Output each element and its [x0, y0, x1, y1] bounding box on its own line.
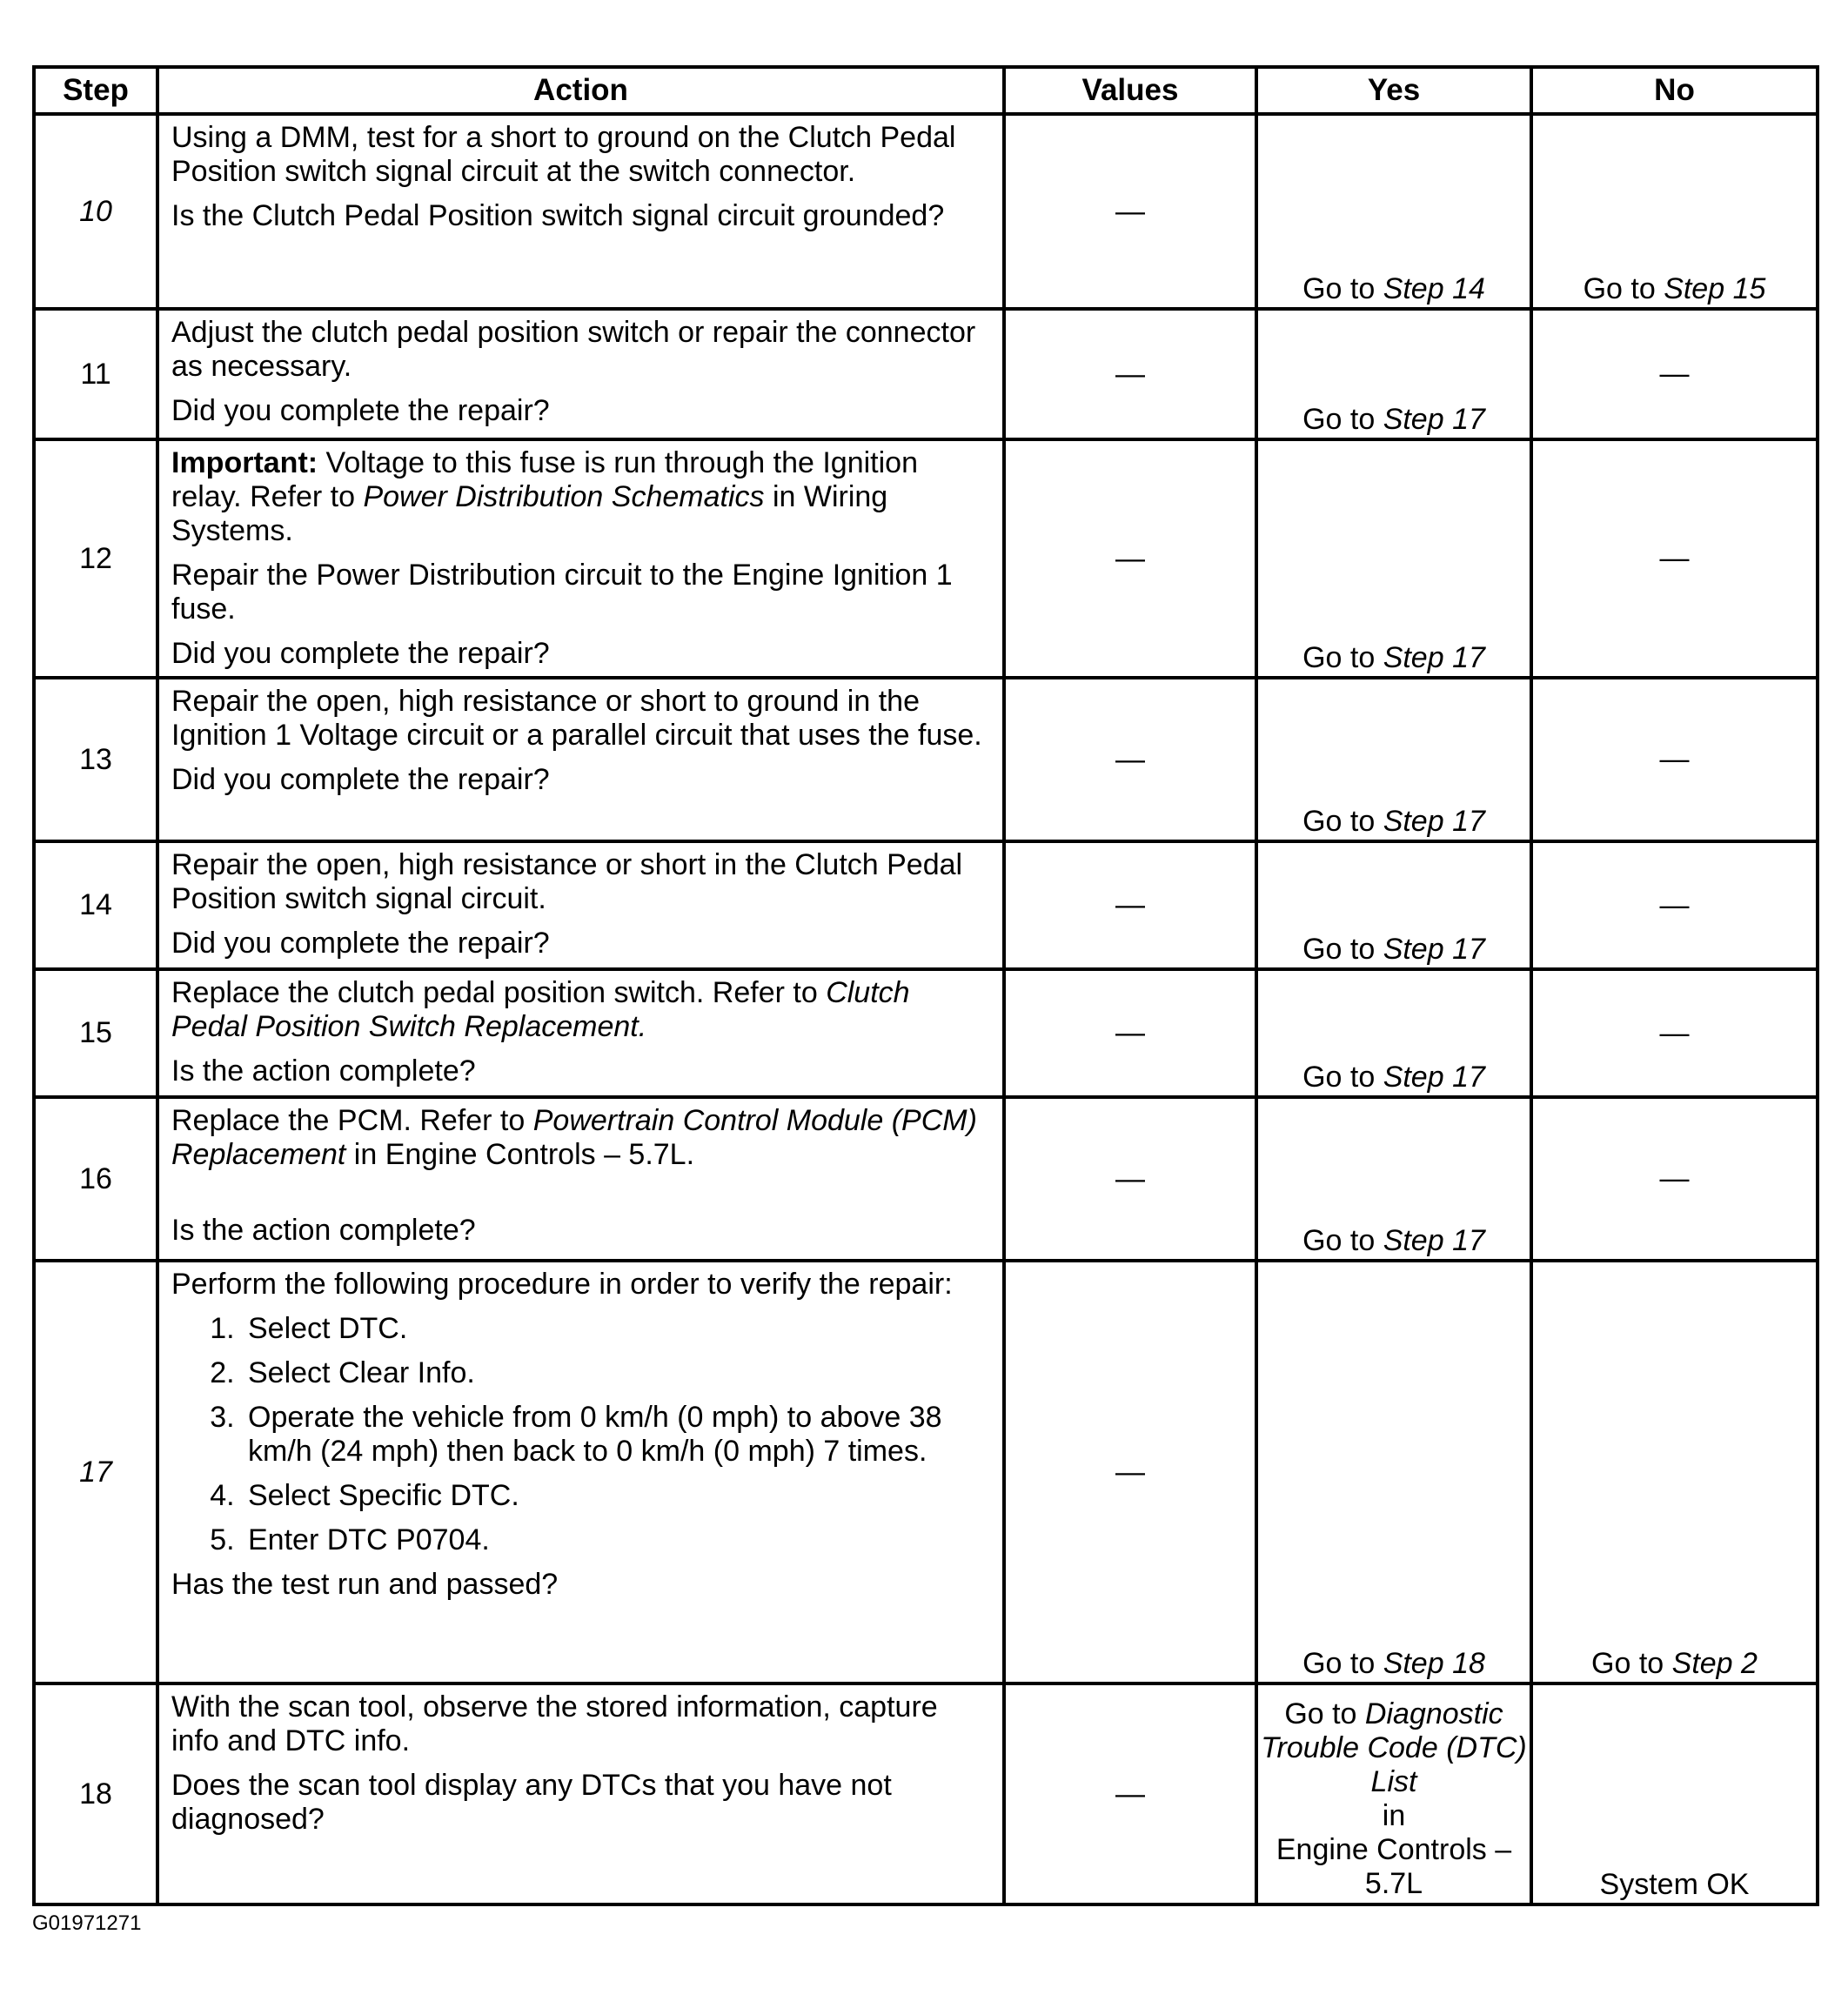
goto-prefix: Go to [1302, 933, 1383, 966]
table-row [34, 678, 1818, 841]
yes-cell [1256, 1683, 1531, 1904]
figure-id: G01971271 [32, 1911, 142, 1935]
step-number: 16 [34, 1097, 157, 1261]
reference-link[interactable]: Powertrain Control Module (PCM) Replacement [171, 1104, 977, 1171]
values-cell [1004, 439, 1256, 678]
action-cell [157, 969, 1004, 1097]
step-link[interactable]: Step 2 [1671, 1647, 1758, 1680]
step-number: 12 [34, 439, 157, 678]
values-cell [1004, 114, 1256, 309]
goto-prefix: Go to [1302, 641, 1383, 674]
action-question: Does the scan tool display any DTCs that you have not diagnosed? [171, 1769, 892, 1836]
action-instruction [171, 1104, 990, 1172]
goto-prefix: Go to [1302, 805, 1383, 838]
action-question: Did you complete the repair? [171, 763, 550, 796]
dash: — [1115, 1161, 1145, 1195]
action-instruction: With the scan tool, observe the stored information, capture info and DTC info. [171, 1690, 938, 1757]
action-cell [157, 439, 1004, 678]
yes-goto[interactable] [1258, 933, 1530, 966]
yes-goto[interactable] [1258, 641, 1530, 674]
no-cell [1531, 1261, 1818, 1683]
action-cell [157, 309, 1004, 439]
instruction-text: in Engine Controls – 5.7L. [345, 1138, 695, 1171]
step-number: 15 [34, 969, 157, 1097]
action-cell [157, 1097, 1004, 1261]
dash: — [1115, 541, 1145, 575]
dash: — [1115, 888, 1145, 921]
step-number: 18 [34, 1683, 157, 1904]
list-item: 3. Operate the vehicle from 0 km/h (0 mph) to above 38 km/h (24 mph) then back to 0 km/h (0 mph) 7 times. [243, 1401, 990, 1469]
instruction-text: Replace the clutch pedal position switch. Refer to [171, 976, 827, 1009]
yes-cell [1256, 841, 1531, 969]
dash: — [1659, 357, 1690, 391]
no-cell [1531, 678, 1818, 841]
action-instruction: Repair the open, high resistance or short in the Clutch Pedal Position switch signal circuit. [171, 848, 963, 915]
no-goto[interactable] [1533, 1647, 1816, 1680]
no-cell [1531, 439, 1818, 678]
table-row [34, 114, 1818, 309]
header-yes: Yes [1256, 67, 1531, 114]
no-cell [1531, 969, 1818, 1097]
list-item: 4. Select Specific DTC. [243, 1479, 990, 1513]
yes-goto[interactable] [1258, 1647, 1530, 1680]
yes-goto[interactable] [1258, 805, 1530, 838]
goto-prefix: Go to [1583, 272, 1664, 305]
yes-cell [1256, 1097, 1531, 1261]
goto-prefix: Go to [1302, 1647, 1383, 1680]
instruction-text: Replace the PCM. Refer to [171, 1104, 533, 1137]
step-link[interactable]: Step 17 [1383, 1224, 1485, 1257]
action-question: Is the action complete? [171, 1214, 476, 1247]
dash: — [1659, 1161, 1690, 1195]
no-cell [1531, 309, 1818, 439]
list-item: 5. Enter DTC P0704. [243, 1523, 990, 1557]
table-row [34, 1683, 1818, 1904]
goto-prefix: Go to [1284, 1697, 1365, 1730]
step-link[interactable]: Step 17 [1383, 1061, 1485, 1094]
step-number: 11 [34, 309, 157, 439]
values-cell [1004, 678, 1256, 841]
header-no: No [1531, 67, 1818, 114]
action-instruction [171, 976, 990, 1044]
values-cell [1004, 1261, 1256, 1683]
step-link[interactable]: Step 17 [1383, 403, 1485, 436]
action-instruction: Perform the following procedure in order to verify the repair: [171, 1268, 953, 1301]
goto-prefix: Go to [1302, 403, 1383, 436]
dash: — [1115, 1455, 1145, 1489]
goto-prefix: Go to [1302, 272, 1383, 305]
action-instruction: Repair the open, high resistance or short to ground in the Ignition 1 Voltage circuit or a parallel circuit that uses the fuse. [171, 685, 982, 752]
action-note [171, 446, 990, 548]
goto-prefix: Go to [1591, 1647, 1672, 1680]
action-cell [157, 1683, 1004, 1904]
reference-link[interactable]: Diagnostic Trouble Code (DTC) List [1261, 1697, 1527, 1798]
procedure-list [171, 1312, 990, 1557]
no-cell [1531, 1683, 1818, 1904]
step-number: 13 [34, 678, 157, 841]
header-values: Values [1004, 67, 1256, 114]
yes-cell [1256, 969, 1531, 1097]
step-link[interactable]: Step 14 [1383, 272, 1485, 305]
header-step: Step [34, 67, 157, 114]
yes-cell [1256, 439, 1531, 678]
no-cell [1531, 841, 1818, 969]
action-instruction: Repair the Power Distribution circuit to the Engine Ignition 1 fuse. [171, 559, 953, 626]
goto-prefix: Go to [1302, 1224, 1383, 1257]
reference-link[interactable]: Clutch Pedal Position Switch Replacement. [171, 976, 910, 1043]
table-row [34, 309, 1818, 439]
note-text: in Wiring Systems. [171, 480, 888, 547]
action-instruction: Using a DMM, test for a short to ground on the Clutch Pedal Position switch signal circuit at the switch connector. [171, 121, 956, 188]
step-number: 14 [34, 841, 157, 969]
goto-prefix: Go to [1302, 1061, 1383, 1094]
list-item: 2. Select Clear Info. [243, 1356, 990, 1390]
no-goto[interactable] [1533, 272, 1816, 305]
yes-goto[interactable] [1258, 1061, 1530, 1094]
reference-link[interactable]: Power Distribution Schematics [363, 480, 765, 513]
action-question: Did you complete the repair? [171, 927, 550, 960]
note-text: Voltage to this fuse is run through the Ignition relay. Refer to [171, 446, 918, 513]
dash: — [1659, 888, 1690, 921]
dash: — [1115, 194, 1145, 228]
dash: — [1115, 1777, 1145, 1811]
no-cell [1531, 114, 1818, 309]
yes-goto[interactable] [1258, 272, 1530, 305]
dash: — [1659, 1016, 1690, 1049]
step-link[interactable]: Step 17 [1383, 933, 1485, 966]
values-cell [1004, 969, 1256, 1097]
step-number: 17 [34, 1261, 157, 1683]
values-cell [1004, 1097, 1256, 1261]
action-question: Did you complete the repair? [171, 394, 550, 427]
yes-cell [1256, 114, 1531, 309]
dash: — [1115, 357, 1145, 391]
dash: — [1115, 1016, 1145, 1049]
step-number: 10 [34, 114, 157, 309]
system-ok-text: System OK [1599, 1868, 1750, 1901]
header-action: Action [157, 67, 1004, 114]
action-cell [157, 841, 1004, 969]
yes-cell [1256, 1261, 1531, 1683]
step-link[interactable]: Step 18 [1383, 1647, 1485, 1680]
yes-goto[interactable] [1258, 1697, 1530, 1901]
values-cell [1004, 1683, 1256, 1904]
header-row [34, 67, 1818, 114]
action-cell [157, 678, 1004, 841]
diagnostic-table [32, 65, 1819, 1906]
action-cell [157, 114, 1004, 309]
step-link[interactable]: Step 17 [1383, 805, 1485, 838]
table-row [34, 1097, 1818, 1261]
action-question: Is the action complete? [171, 1054, 476, 1088]
table-row [34, 841, 1818, 969]
table-row [34, 969, 1818, 1097]
list-item: 1. Select DTC. [243, 1312, 990, 1346]
table-row [34, 1261, 1818, 1683]
action-question: Did you complete the repair? [171, 637, 550, 670]
action-cell [157, 1261, 1004, 1683]
step-link[interactable]: Step 17 [1383, 641, 1485, 674]
dash: — [1659, 742, 1690, 776]
step-link[interactable]: Step 15 [1664, 272, 1766, 305]
important-label: Important: [171, 446, 318, 479]
dash: — [1659, 541, 1690, 575]
no-cell [1531, 1097, 1818, 1261]
goto-suffix: Engine Controls – 5.7L [1276, 1833, 1512, 1900]
action-question: Has the test run and passed? [171, 1568, 559, 1601]
dash: — [1115, 742, 1145, 776]
goto-in: in [1382, 1799, 1406, 1832]
values-cell [1004, 841, 1256, 969]
action-instruction: Adjust the clutch pedal position switch or repair the connector as necessary. [171, 316, 976, 383]
yes-goto[interactable] [1258, 403, 1530, 436]
values-cell [1004, 309, 1256, 439]
yes-cell [1256, 678, 1531, 841]
yes-goto[interactable] [1258, 1224, 1530, 1257]
yes-cell [1256, 309, 1531, 439]
table-row [34, 439, 1818, 678]
action-question: Is the Clutch Pedal Position switch signal circuit grounded? [171, 199, 945, 232]
